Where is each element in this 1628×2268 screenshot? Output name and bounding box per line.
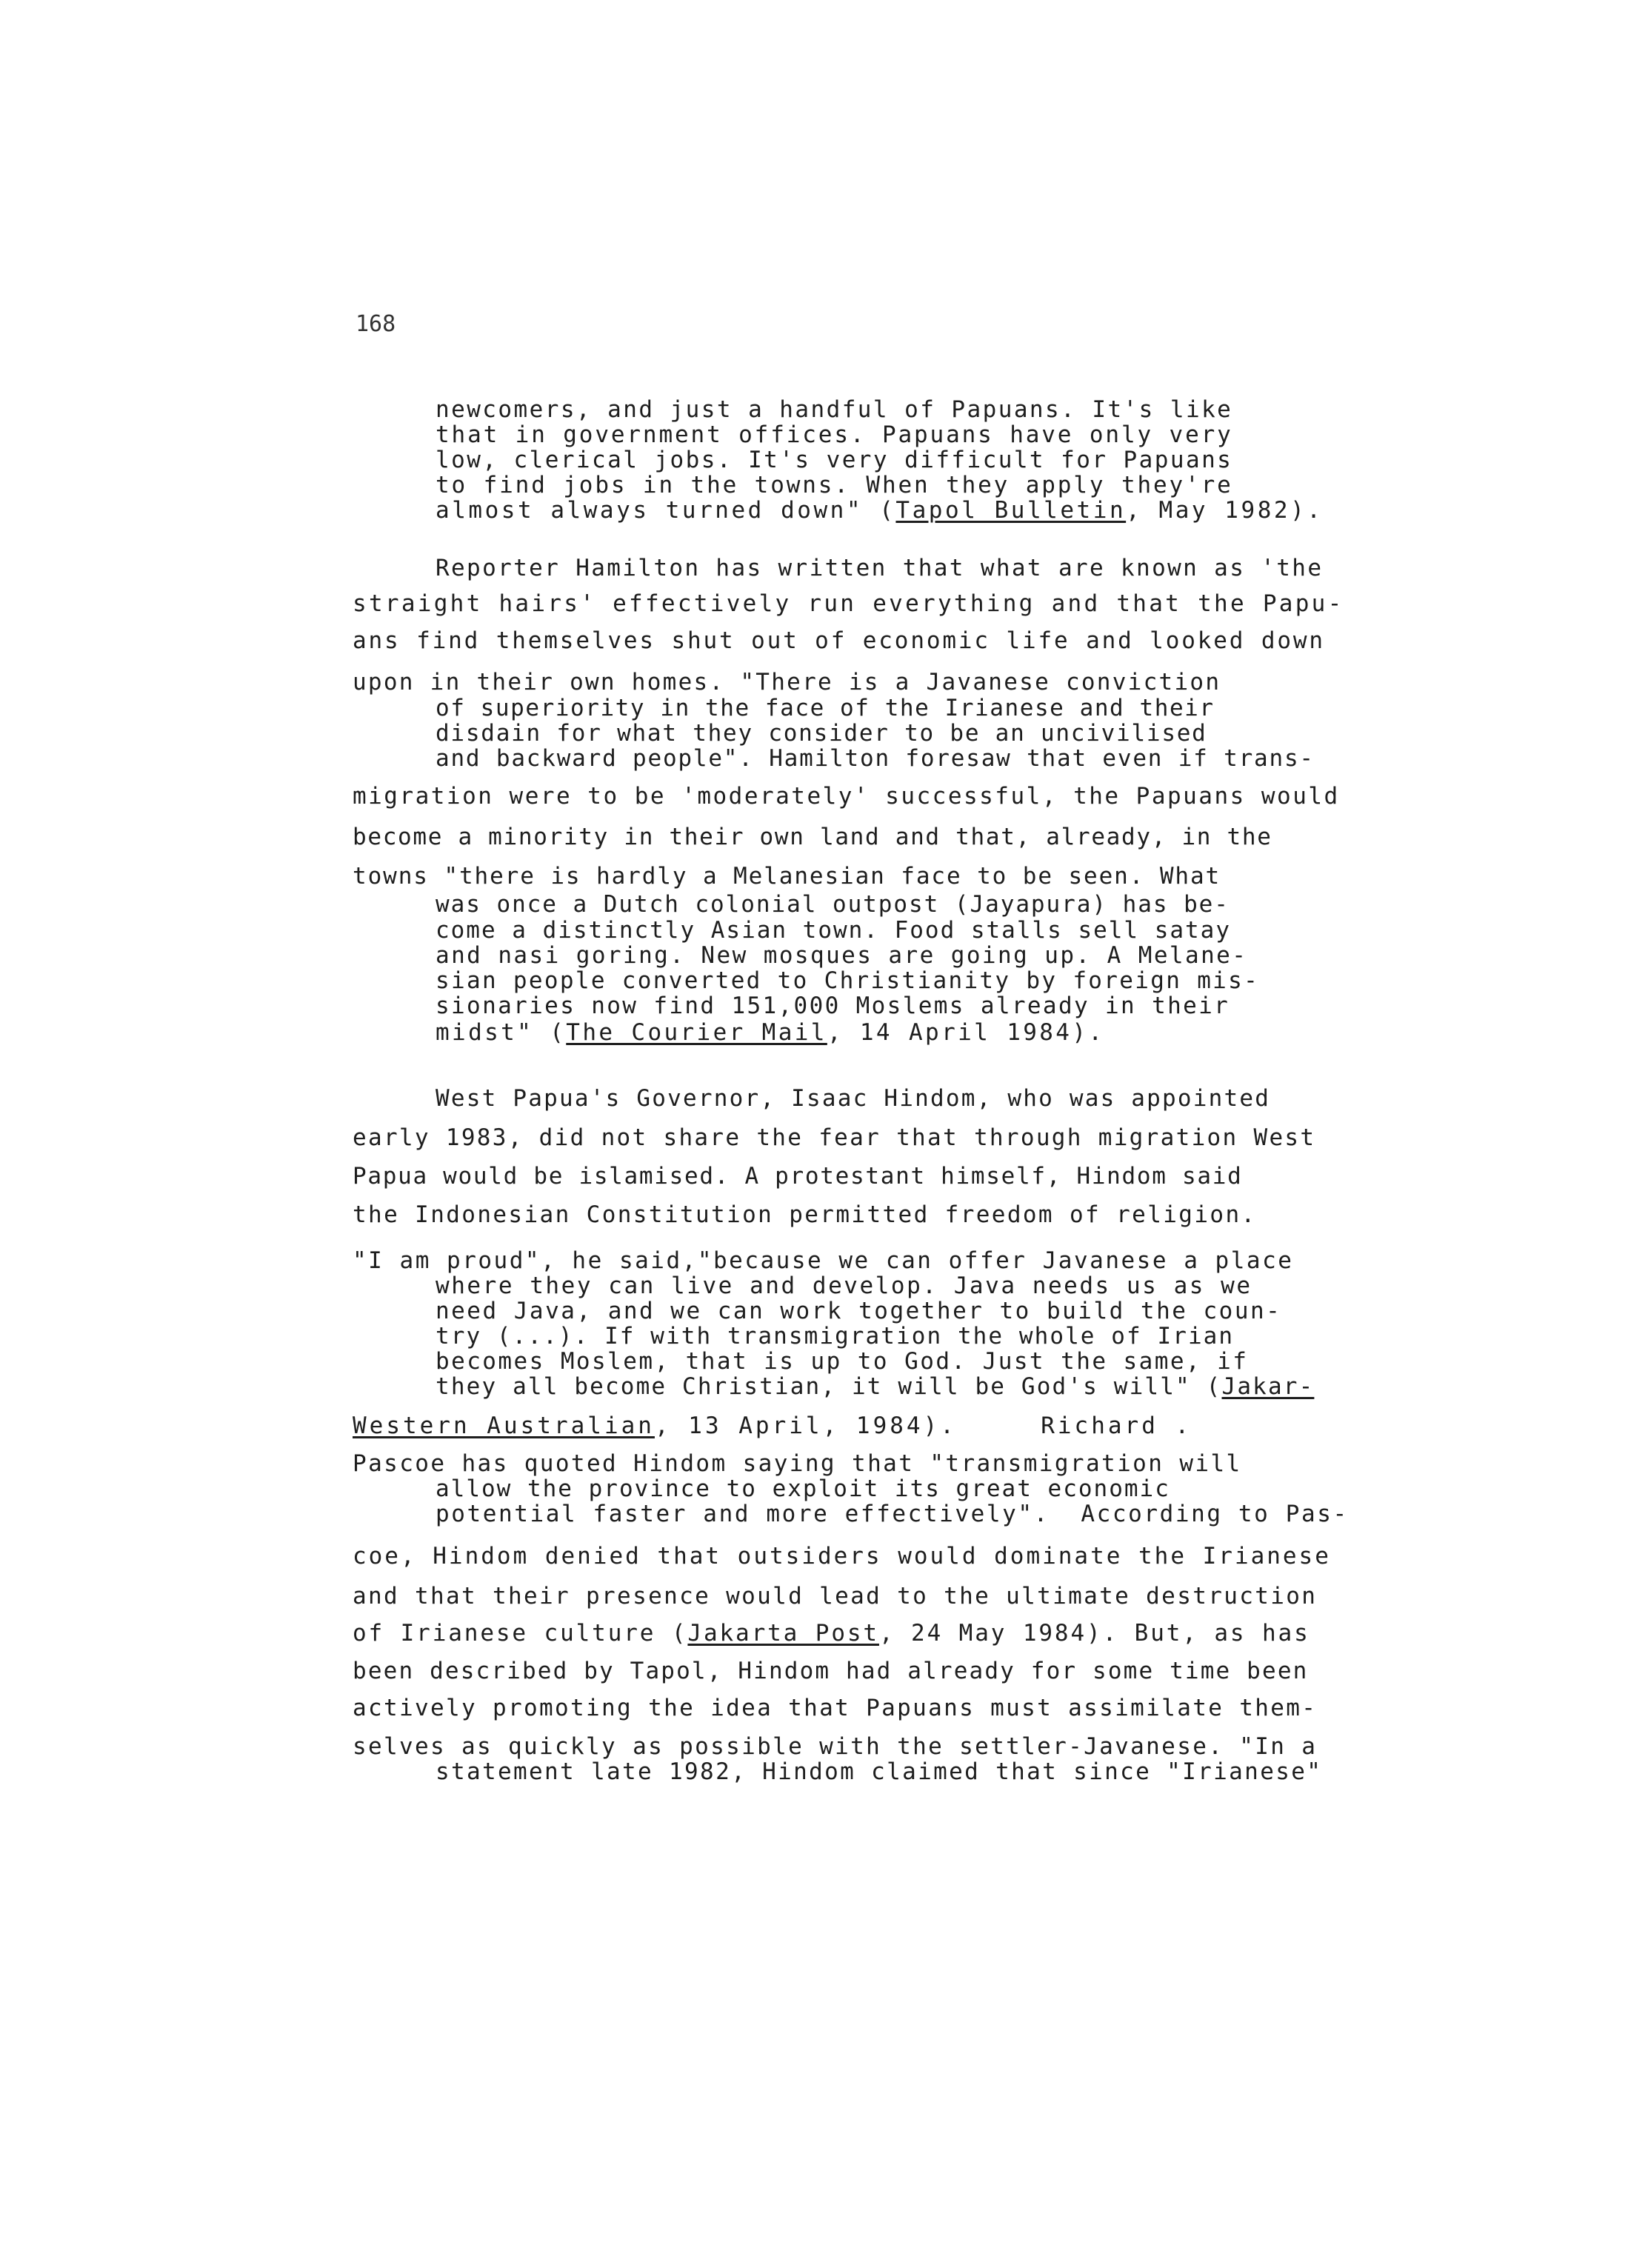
line-text: newcomers, and just a handful of Papuans. It's like [436, 396, 1233, 423]
text-line [353, 1545, 1331, 1568]
text-line [436, 499, 1323, 522]
line-text: straight hairs' effectively run everything and that the Papu- [353, 590, 1344, 617]
text-line [436, 557, 1323, 580]
line-text: they all become Christian, it will be God's will" ( [436, 1373, 1222, 1400]
line-text: , 24 May 1984). But, as has [878, 1620, 1310, 1647]
line-text: actively promoting the idea that Papuans must assimilate them- [353, 1695, 1318, 1721]
line-text: sionaries now find 151,000 Moslems already in their [436, 993, 1230, 1019]
line-text: of Irianese culture ( [353, 1620, 688, 1647]
line-text: was once a Dutch colonial outpost (Jayapura) has be- [436, 891, 1230, 918]
line-text: and backward people". Hamilton foresaw that even if trans- [436, 745, 1315, 772]
text-line [353, 1660, 1308, 1683]
citation-title: Tapol Bulletin [895, 497, 1127, 524]
line-text: midst" ( [436, 1019, 567, 1046]
text-line [436, 944, 1247, 967]
text-line [353, 865, 1221, 888]
citation-title: Jakarta Post [687, 1620, 879, 1647]
citation-title: Jakar- [1221, 1373, 1315, 1400]
line-text: coe, Hindom denied that outsiders would dominate the Irianese [353, 1543, 1331, 1570]
text-line [436, 1275, 1252, 1298]
text-line [436, 697, 1215, 720]
line-text: , May 1982). [1126, 497, 1324, 524]
text-line [353, 1201, 1257, 1228]
line-text: West Papua's Governor, Isaac Hindom, who was appointed [436, 1085, 1271, 1112]
text-line [436, 747, 1315, 770]
text-line [353, 1622, 1310, 1645]
line-text: the Indonesian Constitution permitted freedom of religion. [353, 1201, 1257, 1228]
line-text: and nasi goring. New mosques are going up. A Melane- [436, 942, 1248, 969]
line-text: and that their presence would lead to the ultimate destruction [353, 1583, 1318, 1610]
line-text: allow the province to exploit its great economic [436, 1475, 1170, 1502]
text-line [436, 474, 1233, 497]
text-line [436, 1475, 1170, 1502]
line-text: towns "there is hardly a Melanesian face to be seen. What [353, 863, 1221, 890]
line-text: migration were to be 'moderately' successful, the Papuans would [353, 783, 1340, 810]
line-text: of superiority in the face of the Irianese and their [436, 695, 1215, 721]
text-line [353, 671, 1221, 694]
line-text: , 14 April 1984). [827, 1019, 1105, 1046]
text-line [353, 627, 1325, 654]
text-line [353, 1247, 1294, 1274]
line-text: ans find themselves shut out of economic life and looked down [353, 627, 1325, 654]
line-text: low, clerical jobs. It's very difficult for Papuans [436, 447, 1233, 473]
text-line [436, 1503, 1349, 1526]
line-text: upon in their own homes. "There is a Javanese conviction [353, 669, 1221, 696]
text-line [436, 1300, 1281, 1323]
text-line [353, 1124, 1316, 1151]
text-line [436, 398, 1232, 421]
line-text: try (...). If with transmigration the whole of Irian [436, 1323, 1235, 1350]
text-line [436, 722, 1207, 745]
line-text: statement late 1982, Hindom claimed that since "Irianese" [436, 1758, 1323, 1785]
line-text: almost always turned down" ( [436, 497, 896, 524]
text-line [436, 1350, 1248, 1373]
text-line [436, 967, 1260, 994]
text-line [436, 1087, 1270, 1110]
line-text: early 1983, did not share the fear that through migration West [353, 1124, 1316, 1151]
citation-title: Western Australian [353, 1413, 655, 1439]
text-line [353, 590, 1344, 617]
line-text: Reporter Hamilton has written that what are known as 'the [436, 555, 1324, 581]
line-text: where they can live and develop. Java needs us as we [436, 1273, 1252, 1299]
text-line [353, 1735, 1317, 1758]
line-text: , 13 April, 1984). Richard . [654, 1413, 1192, 1439]
text-line [353, 1585, 1317, 1608]
text-line [436, 1758, 1323, 1785]
line-text: selves as quickly as possible with the settler-Javanese. "In a [353, 1733, 1318, 1760]
line-text: that in government offices. Papuans have only very [436, 421, 1233, 448]
citation-title: The Courier Mail [566, 1019, 827, 1046]
text-line [436, 1021, 1104, 1044]
text-line [353, 1165, 1242, 1188]
line-text: "I am proud", he said,"because we can offer Javanese a place [353, 1247, 1294, 1274]
line-text: become a minority in their own land and that, already, in the [353, 824, 1272, 850]
text-line [436, 893, 1230, 916]
page-number: 168 [356, 311, 396, 337]
text-line [436, 1375, 1314, 1398]
line-text: been described by Tapol, Hindom had already for some time been [353, 1658, 1309, 1684]
text-line [436, 919, 1231, 942]
line-text: disdain for what they consider to be an uncivilised [436, 720, 1207, 747]
text-line [436, 995, 1230, 1018]
text-line [353, 1452, 1242, 1475]
text-line [353, 1697, 1317, 1720]
text-line [436, 421, 1233, 448]
line-text: come a distinctly Asian town. Food stalls sell satay [436, 917, 1231, 944]
text-line [353, 826, 1272, 849]
line-text: sian people converted to Christianity by foreign mis- [436, 967, 1260, 994]
line-text: need Java, and we can work together to build the coun- [436, 1298, 1282, 1324]
text-line [436, 1325, 1234, 1348]
line-text: Pascoe has quoted Hindom saying that "transmigration will [353, 1450, 1242, 1477]
line-text: potential faster and more effectively". According to Pas- [436, 1501, 1349, 1527]
text-line [353, 1415, 1192, 1438]
line-text: to find jobs in the towns. When they apply they're [436, 472, 1233, 498]
text-line [436, 449, 1232, 472]
text-line [353, 785, 1340, 808]
line-text: Papua would be islamised. A protestant himself, Hindom said [353, 1163, 1243, 1190]
line-text: becomes Moslem, that is up to God. Just the same, if [436, 1348, 1249, 1375]
